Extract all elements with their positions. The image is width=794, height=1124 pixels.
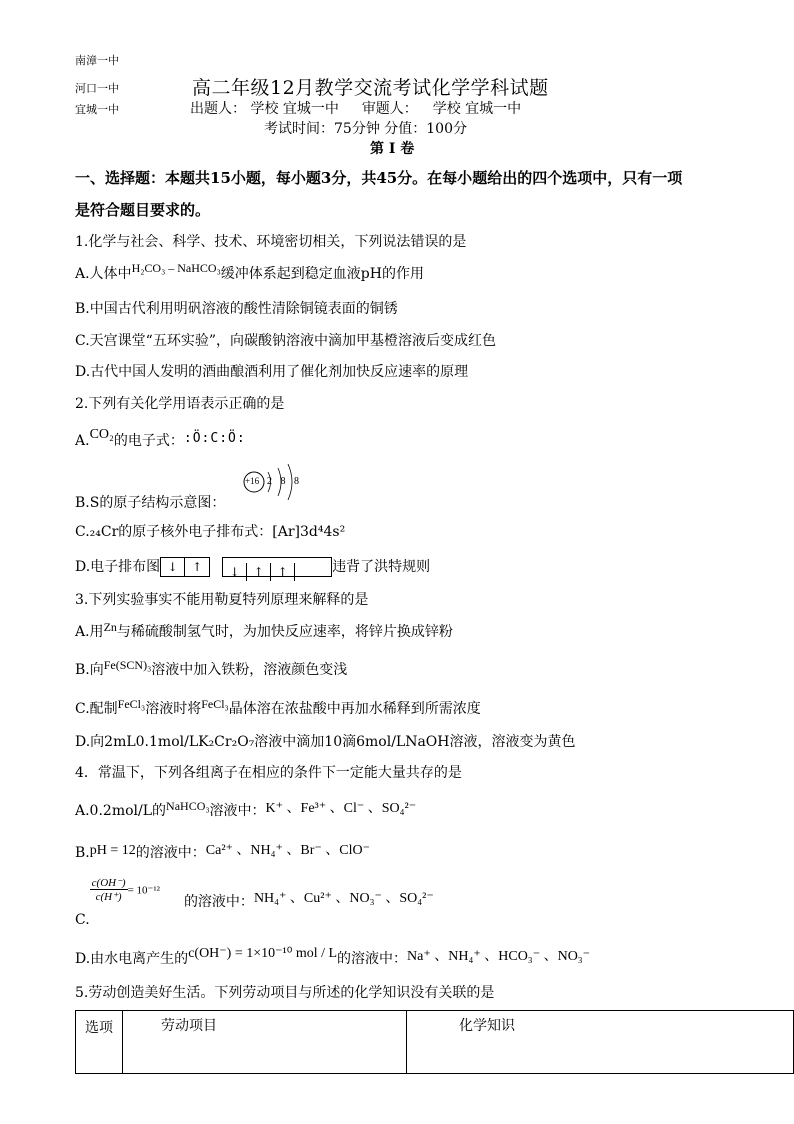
q2-a-prefix: A. [75, 433, 90, 449]
q3-a-text: 与稀硫酸制氢气时，为加快反应速率，将锌片换成锌粉 [116, 624, 453, 640]
setter-label: 出题人： [190, 101, 246, 117]
q3-option-c [75, 698, 481, 718]
reviewer-value: 学校 宜城一中 [432, 101, 522, 117]
section-instruction-1: 一、选择题：本题共15小题，每小题3分，共45分。在每小题给出的四个选项中，只有一项 [75, 169, 683, 187]
q4-c-prefix: C. [75, 911, 90, 928]
table-header-row [76, 1011, 794, 1074]
q2-a-text: 的电子式： [113, 433, 184, 449]
q1-option-b: B.中国古代利用明矾溶液的酸性清除铜镜表面的铜锈 [75, 301, 398, 317]
orbital-box-p [222, 557, 332, 577]
q2-option-c: C.₂₄Cr的原子核外电子排布式：[Ar]3d⁴4s² [75, 524, 346, 540]
q4-d-formula: c(OH⁻) = 1×10⁻¹⁰ mol / L [188, 946, 338, 961]
q4-option-c [75, 876, 434, 928]
q4-d-prefix: D.由水电离产生的 [75, 951, 189, 967]
setter-value: 学校 宜城一中 [250, 101, 339, 117]
q4-option-a [75, 800, 416, 820]
q1-option-a [75, 263, 424, 283]
q1-a-text: 缓冲体系起到稳定血液pH的作用 [220, 266, 424, 282]
q4-b-mid: 的溶液中： [135, 845, 206, 861]
q4-stem: 4．常温下，下列各组离子在相应的条件下一定能大量共存的是 [75, 765, 462, 781]
q4-a-formula: NaHCO₃ [166, 799, 210, 813]
orbital-arrow: ↓ [161, 558, 185, 576]
q1-stem: 1.化学与社会、科学、技术、环境密切相关，下列说法错误的是 [75, 234, 467, 250]
time-score: 考试时间：75分钟 分值：100分 [264, 121, 467, 137]
orbital-arrow [295, 558, 331, 576]
q1-a-formula: H₂CO₃ – NaHCO₃ [131, 261, 221, 275]
q4-c-fraction [90, 876, 128, 903]
q2-stem: 2.下列有关化学用语表示正确的是 [75, 396, 285, 412]
fraction-numerator: c(OH⁻) [91, 877, 126, 889]
q2-option-d [75, 556, 430, 577]
q4-d-ions: Na⁺ 、NH₄⁺ 、HCO₃⁻ 、NO₃⁻ [407, 949, 591, 964]
q5-stem: 5.劳动创造美好生活。下列劳动项目与所述的化学知识没有关联的是 [75, 985, 495, 1001]
q3-a-prefix: A.用 [75, 624, 104, 640]
school-name-1: 南漳一中 [75, 54, 119, 67]
orbital-arrow: ↑ [271, 563, 295, 581]
section-instruction-2: 是符合题目要求的。 [75, 201, 211, 219]
orbital-arrow: ↑ [247, 563, 271, 581]
q2-d-prefix: D.电子排布图 [75, 559, 161, 575]
setter-line [190, 98, 521, 118]
q4-a-prefix: A.0.2mol/L的 [75, 803, 167, 819]
exam-title: 高二年级12月教学交流考试化学学科试题 [192, 77, 549, 99]
q1-option-c: C.天宫课堂“五环实验”，向碳酸钠溶液中滴加甲基橙溶液后变成红色 [75, 333, 496, 349]
electron-shells: 2 8 8 [267, 476, 302, 487]
q3-c-formula-1: FeCl₃ [117, 697, 146, 711]
q3-b-prefix: B.向 [75, 662, 104, 678]
col-chem-knowledge: 化学知识 [407, 1011, 794, 1074]
q4-b-ions: Ca²⁺ 、NH₄⁺ 、Br⁻ 、ClO⁻ [205, 843, 371, 858]
q3-option-d: D.向2mL0.1mol/LK₂Cr₂O₇溶液中滴加10滴6mol/LNaOH溶液，溶液变为黄色 [75, 734, 576, 750]
co2-electron-dot-formula: :Ö:C:Ö: [183, 431, 246, 446]
q4-b-prefix: B. [75, 845, 90, 861]
school-name-3: 宜城一中 [75, 103, 119, 116]
orbital-box-s [160, 557, 210, 577]
q3-option-b [75, 659, 347, 679]
orbital-arrow: ↓ [223, 563, 247, 581]
q1-option-d: D.古代中国人发明的酒曲酿酒利用了催化剂加快反应速率的原理 [75, 364, 469, 380]
fraction-denominator: c(H⁺) [95, 891, 122, 903]
q4-a-mid: 溶液中： [209, 803, 266, 819]
q4-option-b [75, 842, 370, 862]
q1-a-prefix: A.人体中 [75, 266, 132, 282]
q4-a-ions: K⁺ 、Fe³⁺ 、Cl⁻ 、SO₄²⁻ [265, 801, 417, 816]
q3-b-formula: Fe(SCN)₃ [103, 658, 152, 672]
q3-c-text: 晶体溶在浓盐酸中再加水稀释到所需浓度 [228, 701, 481, 717]
q2-a-formula: CO₂ [89, 427, 114, 442]
q4-option-d [75, 948, 590, 968]
q2-b-text: B.S的原子结构示意图： [75, 495, 226, 511]
q3-c-prefix: C.配制 [75, 701, 118, 717]
q4-c-mid: 的溶液中： [183, 893, 254, 910]
q2-option-a [75, 427, 246, 450]
q5-table [75, 1010, 794, 1074]
q4-d-mid: 的溶液中： [337, 951, 408, 967]
col-labor-item: 劳动项目 [123, 1011, 407, 1074]
q3-stem: 3.下列实验事实不能用勒夏特列原理来解释的是 [75, 592, 369, 608]
q3-c-mid: 溶液时将 [145, 701, 202, 717]
reviewer-label: 审题人： [361, 101, 418, 117]
q2-option-b [75, 492, 225, 512]
orbital-arrow: ↑ [192, 560, 203, 574]
q4-c-ions: NH₄⁺ 、Cu²⁺ 、NO₃⁻ 、SO₄²⁻ [253, 890, 434, 906]
q3-b-text: 溶液中加入铁粉，溶液颜色变浅 [151, 662, 348, 678]
col-option: 选项 [76, 1011, 123, 1074]
q3-option-a [75, 621, 453, 641]
school-name-2: 河口一中 [75, 82, 119, 95]
nucleus-charge: +16 [245, 476, 260, 486]
q4-c-equation: = 10⁻¹² [127, 884, 160, 897]
q2-d-text: 违背了洪特规则 [332, 559, 431, 575]
q3-c-formula-2: FeCl₃ [201, 697, 229, 711]
q4-b-formula: pH = 12 [89, 843, 136, 858]
sulfur-atom-diagram [238, 460, 308, 500]
volume-label: 第 I 卷 [370, 141, 415, 157]
q3-a-formula: Zn [103, 620, 117, 634]
